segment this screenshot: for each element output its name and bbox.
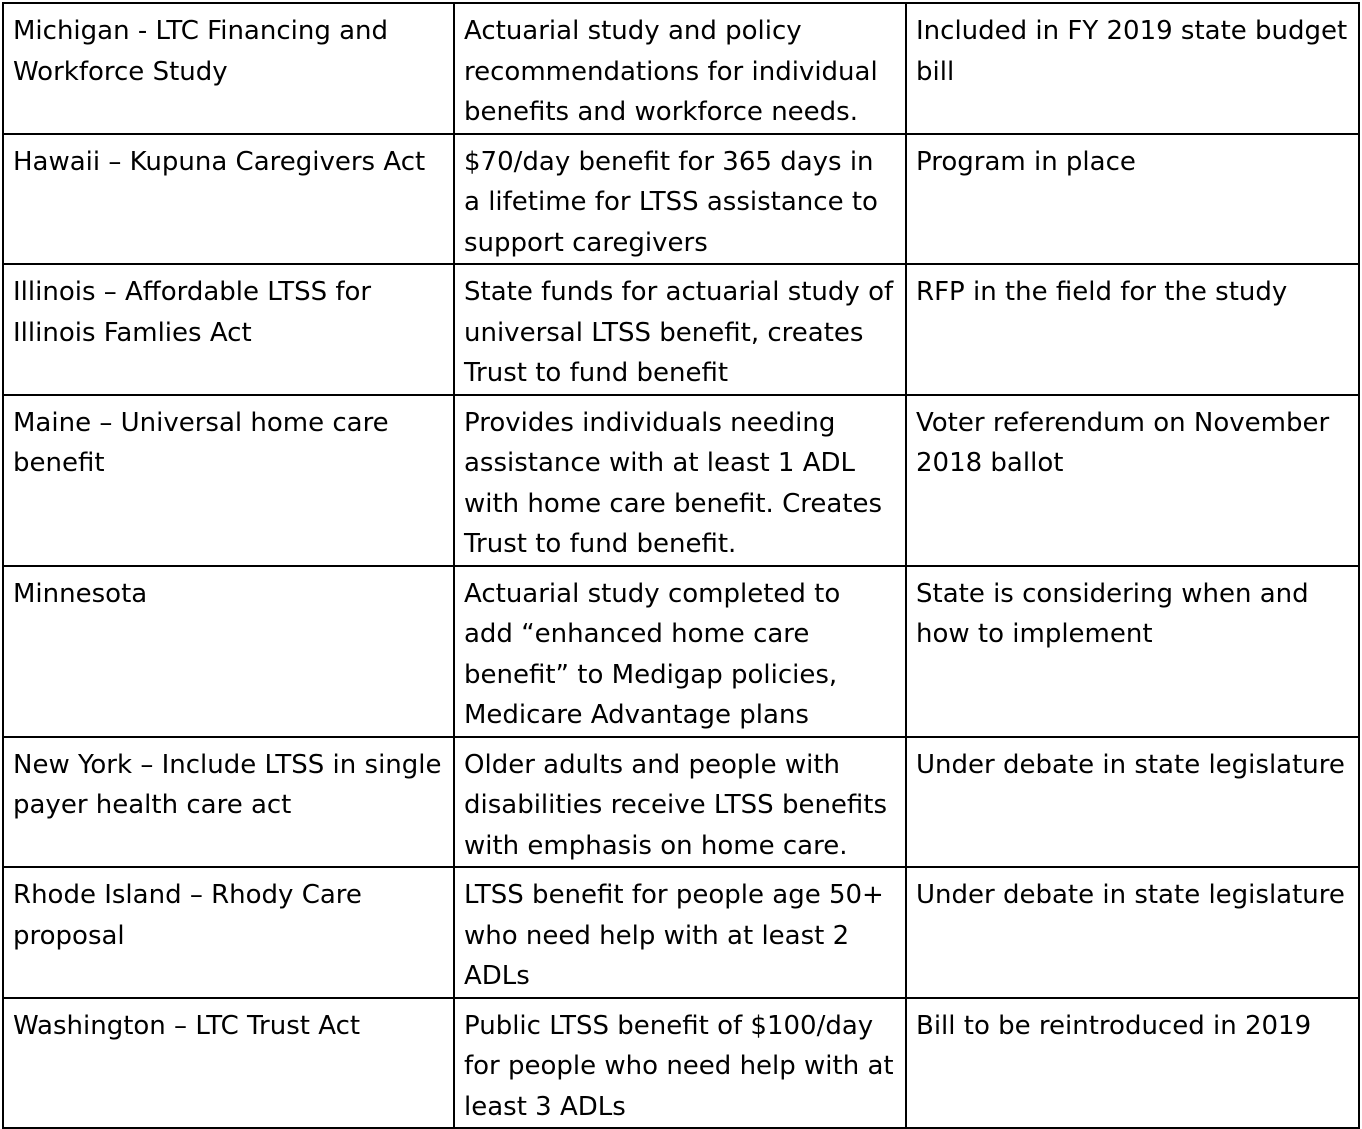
table-row — [3, 3, 1359, 134]
status-cell: Under debate in state legislature — [906, 867, 1359, 998]
description-cell: Actuarial study and policy recommendations for individual benefits and workforce needs. — [454, 3, 906, 134]
program-cell: Hawaii – Kupuna Caregivers Act — [3, 134, 454, 265]
table-row — [3, 264, 1359, 395]
program-cell: New York – Include LTSS in single payer health care act — [3, 737, 454, 868]
table-row — [3, 737, 1359, 868]
state-ltss-table — [2, 2, 1360, 1129]
status-cell: State is considering when and how to implement — [906, 566, 1359, 737]
program-cell: Michigan - LTC Financing and Workforce Study — [3, 3, 454, 134]
table-row — [3, 998, 1359, 1129]
description-cell: State funds for actuarial study of universal LTSS benefit, creates Trust to fund benefit — [454, 264, 906, 395]
status-cell: Program in place — [906, 134, 1359, 265]
description-cell: Actuarial study completed to add “enhanced home care benefit” to Medigap policies, Medicare Advantage plans — [454, 566, 906, 737]
status-cell: Voter referendum on November 2018 ballot — [906, 395, 1359, 566]
table-row — [3, 566, 1359, 737]
table-row — [3, 867, 1359, 998]
status-cell: Included in FY 2019 state budget bill — [906, 3, 1359, 134]
status-cell: Bill to be reintroduced in 2019 — [906, 998, 1359, 1129]
description-cell: $70/day benefit for 365 days in a lifetime for LTSS assistance to support caregivers — [454, 134, 906, 265]
table-row — [3, 395, 1359, 566]
description-cell: LTSS benefit for people age 50+ who need help with at least 2 ADLs — [454, 867, 906, 998]
program-cell: Washington – LTC Trust Act — [3, 998, 454, 1129]
status-cell: Under debate in state legislature — [906, 737, 1359, 868]
status-cell: RFP in the field for the study — [906, 264, 1359, 395]
program-cell: Rhode Island – Rhody Care proposal — [3, 867, 454, 998]
description-cell: Older adults and people with disabilities receive LTSS benefits with emphasis on home care. — [454, 737, 906, 868]
program-cell: Maine – Universal home care benefit — [3, 395, 454, 566]
description-cell: Provides individuals needing assistance with at least 1 ADL with home care benefit. Creates Trust to fund benefit. — [454, 395, 906, 566]
description-cell: Public LTSS benefit of $100/day for people who need help with at least 3 ADLs — [454, 998, 906, 1129]
program-cell: Minnesota — [3, 566, 454, 737]
table-row — [3, 134, 1359, 265]
program-cell: Illinois – Affordable LTSS for Illinois Famlies Act — [3, 264, 454, 395]
